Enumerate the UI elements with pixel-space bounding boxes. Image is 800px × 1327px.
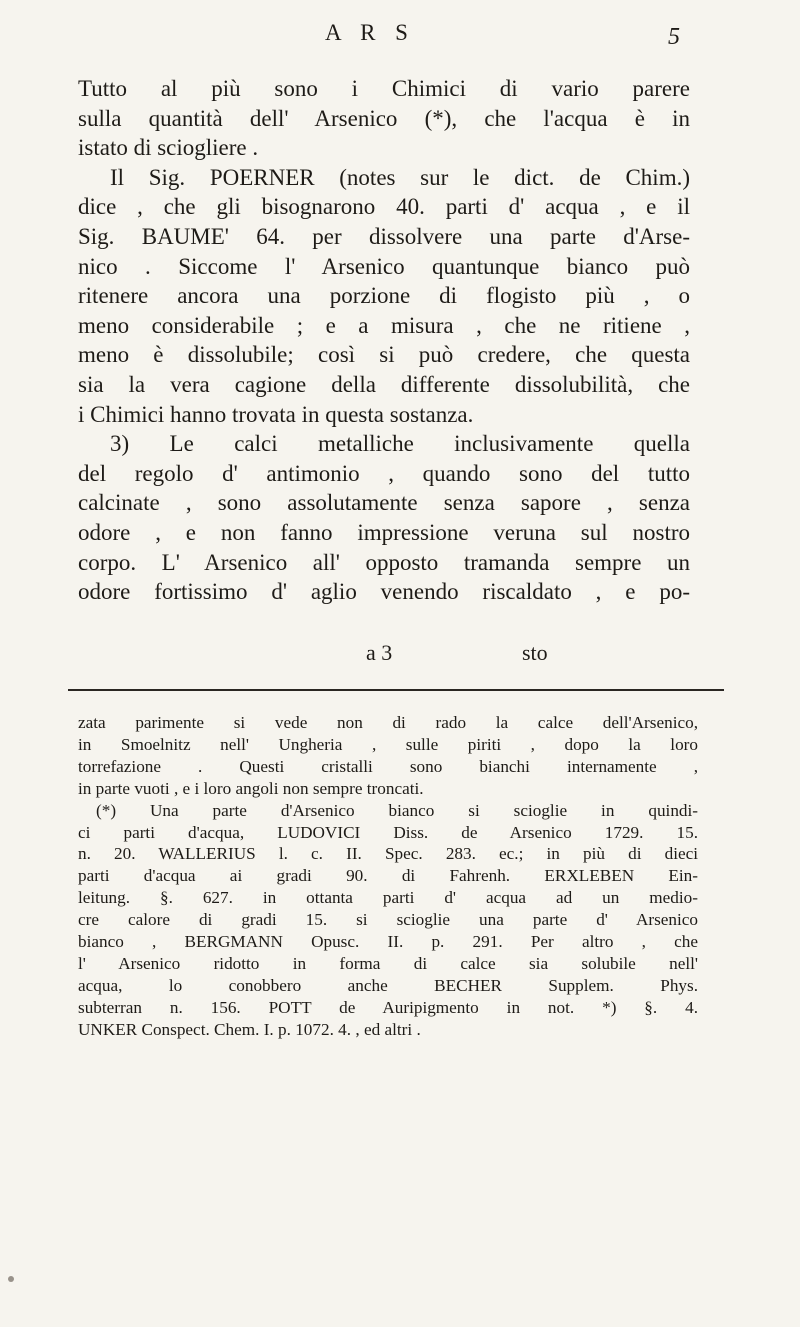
text-line: corpo. L' Arsenico all' opposto tramanda sempre un: [78, 549, 690, 575]
footnote-line: leitung. §. 627. in ottanta parti d' acqua ad un medio-: [78, 888, 698, 908]
footnote-line: bianco , BERGMANN Opusc. II. p. 291. Per altro , che: [78, 932, 698, 952]
footnotes: [78, 712, 698, 1041]
text-line: meno considerabile ; e a misura , che ne ritiene ,: [78, 312, 690, 338]
footnote-line: parti d'acqua ai gradi 90. di Fahrenh. ERXLEBEN Ein-: [78, 866, 698, 886]
footnote-line: l' Arsenico ridotto in forma di calce sia solubile nell': [78, 953, 698, 973]
page-number: 5: [668, 24, 680, 50]
footnote-line: torrefazione . Questi cristalli sono bianchi internamente ,: [78, 756, 698, 776]
footnote-line: ci parti d'acqua, LUDOVICI Diss. de Arsenico 1729. 15.: [78, 822, 698, 842]
text-line: ritenere ancora una porzione di flogisto più , o: [78, 283, 690, 309]
ink-smudge: [8, 1276, 14, 1282]
text-line: del regolo d' antimonio , quando sono del tutto: [78, 460, 690, 486]
footnote-line: cre calore di gradi 15. si scioglie una parte d' Arsenico: [78, 910, 698, 930]
footnote-line: n. 20. WALLERIUS l. c. II. Spec. 283. ec.; in più di dieci: [78, 844, 698, 864]
text-line: sia la vera cagione della differente dissolubilità, che: [78, 371, 690, 397]
catchword: sto: [522, 640, 548, 665]
text-line: i Chimici hanno trovata in questa sostanza.: [78, 401, 474, 427]
text-line: Il Sig. POERNER (notes sur le dict. de Chim.): [110, 164, 690, 190]
text-line: odore , e non fanno impressione veruna sul nostro: [78, 519, 690, 545]
footnote-line: subterran n. 156. POTT de Auripigmento in not. *) §. 4.: [78, 997, 698, 1017]
footnote-line: UNKER Conspect. Chem. I. p. 1072. 4. , ed altri .: [78, 1019, 421, 1039]
running-head-title: A R S: [325, 20, 415, 45]
text-line: nico . Siccome l' Arsenico quantunque bianco può: [78, 253, 690, 279]
footnote-line: acqua, lo conobbero anche BECHER Supplem. Phys.: [78, 975, 698, 995]
text-line: Sig. BAUME' 64. per dissolvere una parte d'Arse-: [78, 223, 690, 249]
footnote-line: in Smoelnitz nell' Ungheria , sulle piriti , dopo la loro: [78, 734, 698, 754]
text-line: odore fortissimo d' aglio venendo riscaldato , e po-: [78, 579, 690, 605]
footnote-line: (*) Una parte d'Arsenico bianco si scioglie in quindi-: [96, 800, 698, 820]
text-line: calcinate , sono assolutamente senza sapore , senza: [78, 490, 690, 516]
footnote-rule: [68, 689, 724, 691]
text-line: meno è dissolubile; così si può credere, che questa: [78, 342, 690, 368]
footnote-line: zata parimente si vede non di rado la calce dell'Arsenico,: [78, 713, 698, 732]
text-line: istato di sciogliere .: [78, 135, 259, 161]
text-line: 3) Le calci metalliche inclusivamente quella: [110, 431, 690, 457]
text-line: Tutto al più sono i Chimici di vario parere: [78, 76, 690, 101]
main-text: [78, 74, 690, 607]
signature-line: [78, 640, 690, 670]
text-line: dice , che gli bisognarono 40. parti d' acqua , e il: [78, 194, 690, 220]
running-head: [60, 18, 680, 52]
footnote-line: in parte vuoti , e i loro angoli non sempre troncati.: [78, 778, 424, 798]
signature-mark: a 3: [366, 640, 393, 665]
text-line: sulla quantità dell' Arsenico (*), che l'acqua è in: [78, 105, 690, 131]
